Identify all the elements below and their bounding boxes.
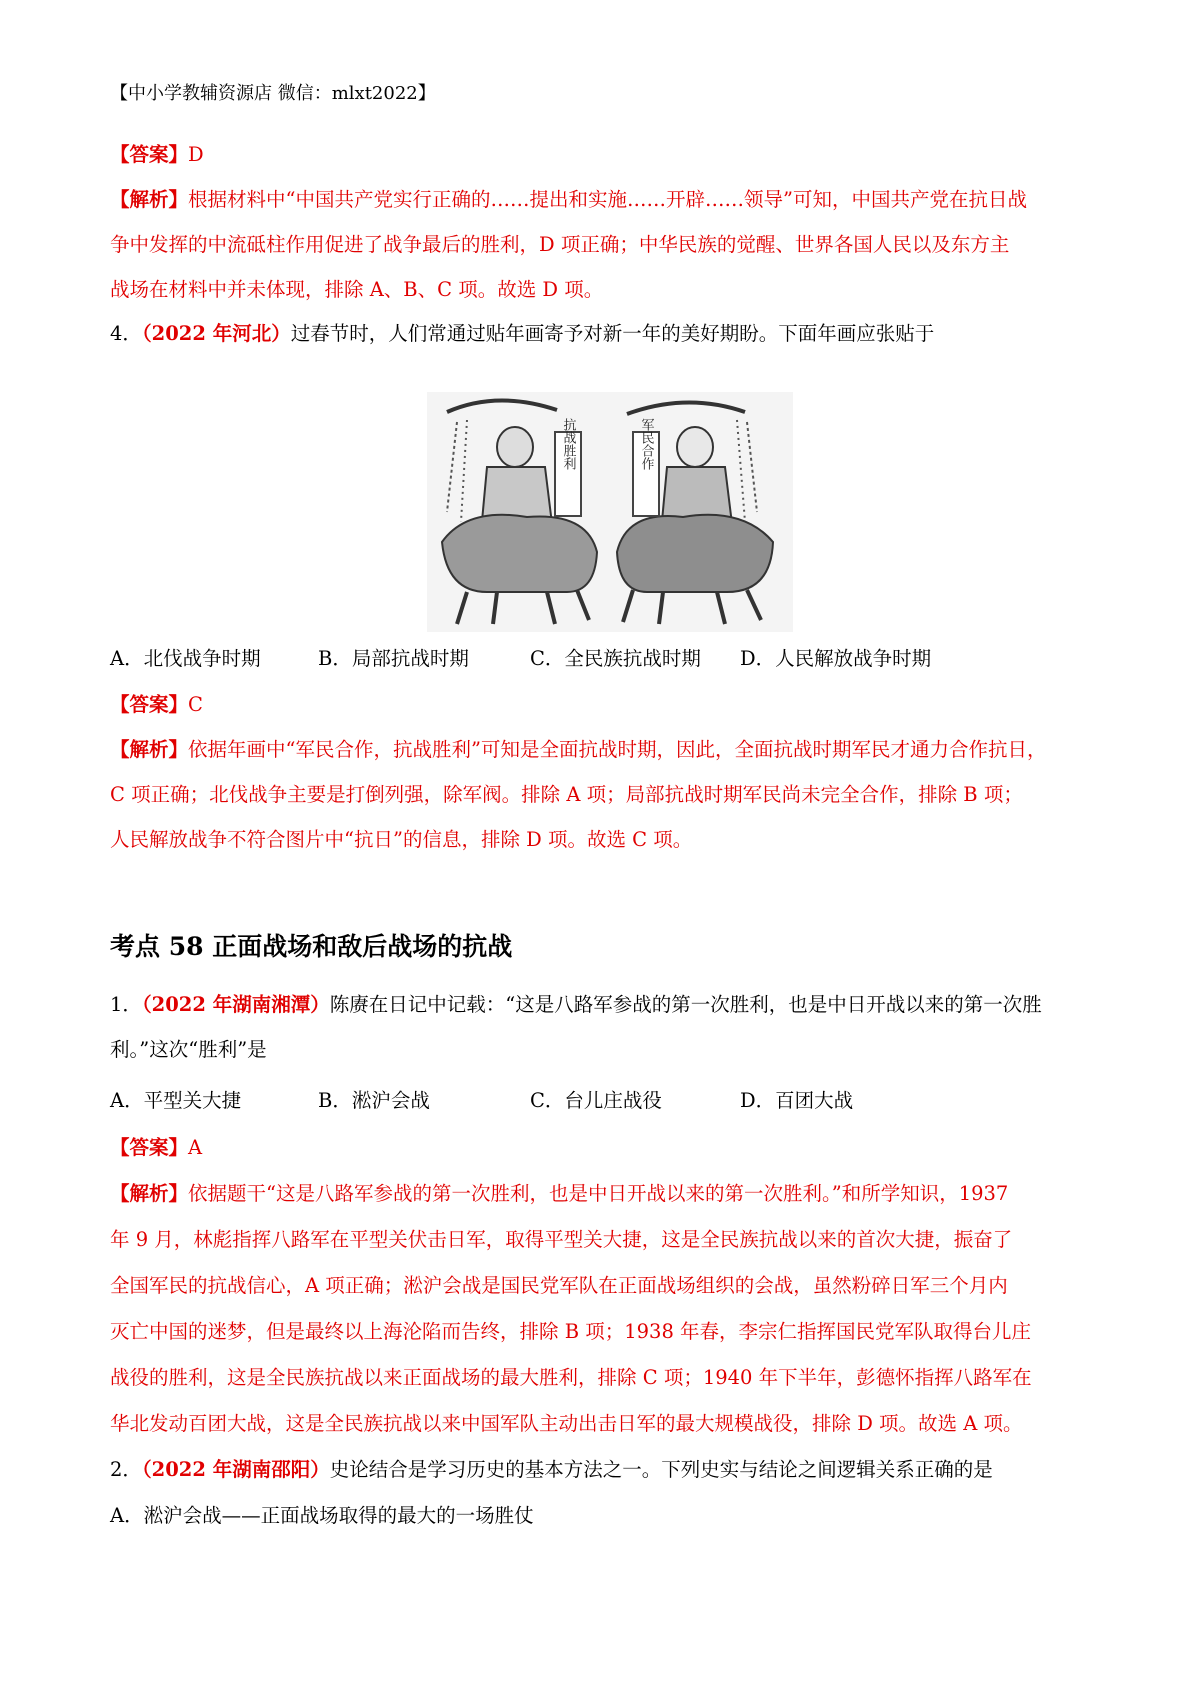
analysis-tag: 【解析】: [110, 738, 189, 761]
s1-analysis-line-6: 华北发动百团大战，这是全民族抗战以来中国军队主动出击日军的最大规模战役，排除 D 项。故选 A 项。: [110, 1412, 1023, 1435]
option-c: C．台儿庄战役: [530, 1089, 662, 1112]
q3-analysis-line-1: 【解析】根据材料中“中国共产党实行正确的……提出和实施……开辟……领导”可知，中国共产党在抗日战: [110, 188, 1027, 211]
analysis-tag: 【解析】: [110, 188, 189, 211]
section-heading: 考点 58 正面战场和敌后战场的抗战: [110, 932, 513, 961]
answer-value: C: [188, 693, 203, 716]
answer-tag: 【答案】: [110, 143, 189, 166]
question-source: （2022 年湖南湘潭）: [141, 993, 330, 1016]
s1-answer: [110, 1134, 1100, 1162]
option-d: D．百团大战: [740, 1089, 854, 1112]
source-header: 【中小学教辅资源店 微信：mlxt2022】: [110, 83, 436, 104]
question-number: 1．: [110, 993, 142, 1016]
q3-analysis-line-2: 争中发挥的中流砥柱作用促进了战争最后的胜利，D 项正确；中华民族的觉醒、世界各国人民以及东方主: [110, 233, 1010, 256]
answer-value: D: [188, 143, 204, 166]
q3-answer: [110, 141, 1100, 169]
question-source: （2022 年河北）: [141, 322, 291, 345]
s1-analysis-line-3: 全国军民的抗战信心，A 项正确；淞沪会战是国民党军队在正面战场组织的会战，虽然粉碎日军三个月内: [110, 1274, 1008, 1297]
s1-question-line-1: 1．（2022 年湖南湘潭）陈赓在日记中记载：“这是八路军参战的第一次胜利，也是中日开战以来的第一次胜: [110, 993, 1042, 1016]
q4-options: [110, 645, 1100, 673]
option-d: D．人民解放战争时期: [740, 647, 932, 670]
question-text: 史论结合是学习历史的基本方法之一。下列史实与结论之间逻辑关系正确的是: [329, 1458, 993, 1481]
question-number: 4．: [110, 322, 142, 345]
s2-option-a: A．淞沪会战——正面战场取得的最大的一场胜仗: [110, 1504, 534, 1527]
s1-options: [110, 1087, 1100, 1115]
s2-question: [110, 1456, 1100, 1484]
q3-analysis-line-3: 战场在材料中并未体现，排除 A、B、C 项。故选 D 项。: [110, 278, 604, 301]
s1-analysis-line-4: 灭亡中国的迷梦，但是最终以上海沦陷而告终，排除 B 项；1938 年春，李宗仁指挥国民党军队取得台儿庄: [110, 1320, 1032, 1343]
s1-question-line-2: 利。”这次“胜利”是: [110, 1038, 267, 1061]
option-b: B．局部抗战时期: [318, 647, 469, 670]
option-a: A．北伐战争时期: [110, 647, 261, 670]
option-a: A．平型关大捷: [110, 1089, 242, 1112]
question-number: 2．: [110, 1458, 142, 1481]
new-year-painting-illustration: [427, 392, 793, 632]
right-banner-text: 军民合作: [638, 418, 654, 470]
q4-analysis-line-1: 【解析】依据年画中“军民合作，抗战胜利”可知是全面抗战时期，因此，全面抗战时期军民才通力合作抗日，: [110, 738, 1047, 761]
question-source: （2022 年湖南邵阳）: [141, 1458, 330, 1481]
q4-analysis-line-2: C 项正确；北伐战争主要是打倒列强，除军阀。排除 A 项；局部抗战时期军民尚未完全合作，排除 B 项；: [110, 783, 1023, 806]
left-banner-text: 抗战胜利: [560, 418, 576, 470]
s1-analysis-line-1: 【解析】依据题干“这是八路军参战的第一次胜利，也是中日开战以来的第一次胜利。”和所学知识，1937: [110, 1182, 1009, 1205]
answer-tag: 【答案】: [110, 1136, 189, 1159]
option-b: B．淞沪会战: [318, 1089, 430, 1112]
option-c: C．全民族抗战时期: [530, 647, 701, 670]
s1-analysis-line-5: 战役的胜利，这是全民族抗战以来正面战场的最大胜利，排除 C 项；1940 年下半年，彭德怀指挥八路军在: [110, 1366, 1032, 1389]
analysis-tag: 【解析】: [110, 1182, 189, 1205]
question-text: 过春节时，人们常通过贴年画寄予对新一年的美好期盼。下面年画应张贴于: [290, 322, 935, 345]
q4-answer: [110, 691, 1100, 719]
answer-tag: 【答案】: [110, 693, 189, 716]
q4-analysis-line-3: 人民解放战争不符合图片中“抗日”的信息，排除 D 项。故选 C 项。: [110, 828, 693, 851]
new-year-painting-figure: [427, 392, 793, 632]
s1-analysis-line-2: 年 9 月，林彪指挥八路军在平型关伏击日军，取得平型关大捷，这是全民族抗战以来的首次大捷，振奋了: [110, 1228, 1013, 1251]
q4-question: [110, 320, 1100, 348]
answer-value: A: [188, 1136, 203, 1159]
